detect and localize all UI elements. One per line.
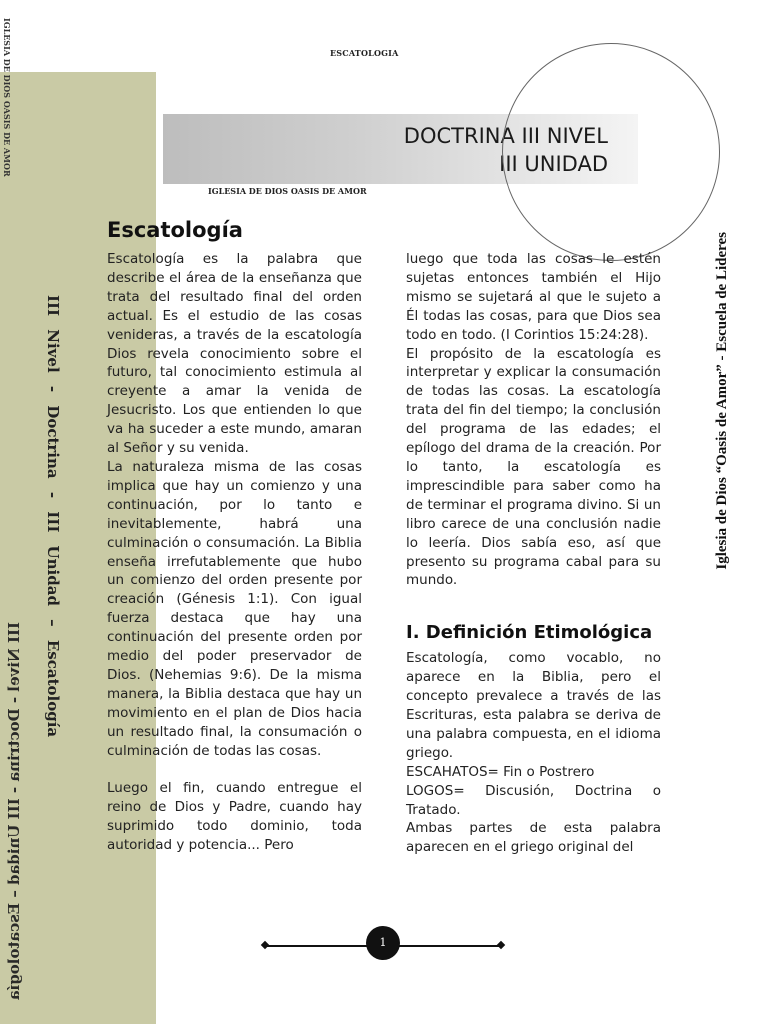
page-title: Escatología <box>107 218 243 242</box>
paragraph: ESCAHATOS= Fin o Postrero <box>406 763 595 780</box>
column-right <box>406 250 661 857</box>
footer-diamond-left <box>261 941 269 949</box>
paragraph: La naturaleza misma de las cosas implica que hay un comienzo y una continuación, por lo tanto e inevitablemente, habrá una culminación o consumación. La Biblia enseña irrefutablemente que hubo un comienzo del orden presente por creación (Génesis 1:1). Con igual fuerza destaca que hay una continuación del presente orden por medio del poder preservador de Dios. (Nehemias 9:6). De la misma manera, la Biblia destaca que hay un movimiento en el plan de Dios hacia un resultado final, la consumación o culminación de todas las cosas. <box>107 458 362 759</box>
footer-diamond-right <box>497 941 505 949</box>
paragraph-gap <box>107 760 362 779</box>
paragraph: Luego el fin, cuando entregue el reino de Dios y Padre, cuando hay suprimido todo dominio, toda autoridad y potencia... Pero <box>107 780 362 854</box>
column-left <box>107 250 362 855</box>
page-footer <box>262 926 504 966</box>
page-number: 1 <box>366 926 400 960</box>
decorative-circle <box>502 43 720 261</box>
paragraph: LOGOS= Discusión, Doctrina o Tratado. <box>406 782 661 818</box>
banner-line-1: DOCTRINA III NIVEL <box>403 124 608 148</box>
paragraph: Escatología es la palabra que describe el área de la enseñanza que trata del resultado final del orden actual. Es el estudio de las cosas venideras, a través de la escatología Dios revela conocimiento sobre el futuro, tal conocimiento estimula al creyente a amar la venida de Jesucristo. Los que entienden lo que va ha suceder a este mundo, amaran al Señor y su venida. <box>107 251 362 457</box>
banner-line-2: III UNIDAD <box>499 152 608 176</box>
paragraph: Escatología, como vocablo, no aparece en la Biblia, pero el concepto prevalece a través de las Escrituras, esta palabra se deriva de una palabra compuesta, en el idioma griego. <box>406 650 661 761</box>
paragraph: luego que toda las cosas le estén sujetas entonces también el Hijo mismo se sujetará al que le sujeto a Él todas las cosas, para que Dios sea todo en todo. (I Corintios 15:24:28). <box>406 251 661 343</box>
sidebar-vertical-title: III Nivel - Doctrina - III Unidad – Escatología <box>44 295 62 738</box>
banner-subtitle: IGLESIA DE DIOS OASIS DE AMOR <box>208 186 367 196</box>
paragraph: El propósito de la escatología es interpretar y explicar la consumación de todas las cosas. La escatología trata del fin del tiempo; la conclusión del programa de las edades; el epílogo del drama de la creación. Por lo tanto, la escatología es imprescindible para saber como ha de terminar el programa divino. Si un libro carece de una conclusión nadie lo leería. Dios sabía eso, así que presento su programa cabal para su mundo. <box>406 345 661 589</box>
section-heading: I. Definición Etimológica <box>406 622 653 644</box>
margin-church-name: IGLESIA DE DIOS OASIS DE AMOR <box>2 18 12 177</box>
sidebar-mirrored-title: III Nivel - Doctrina - III Unidad – Escatología <box>5 622 23 1001</box>
paragraph: Ambas partes de esta palabra aparecen en el griego original del <box>406 820 661 856</box>
right-vertical-title: Iglesia de Dios “Oasis de Amor” - Escuela de Lideres <box>714 232 730 570</box>
running-header: ESCATOLOGIA <box>330 48 399 58</box>
